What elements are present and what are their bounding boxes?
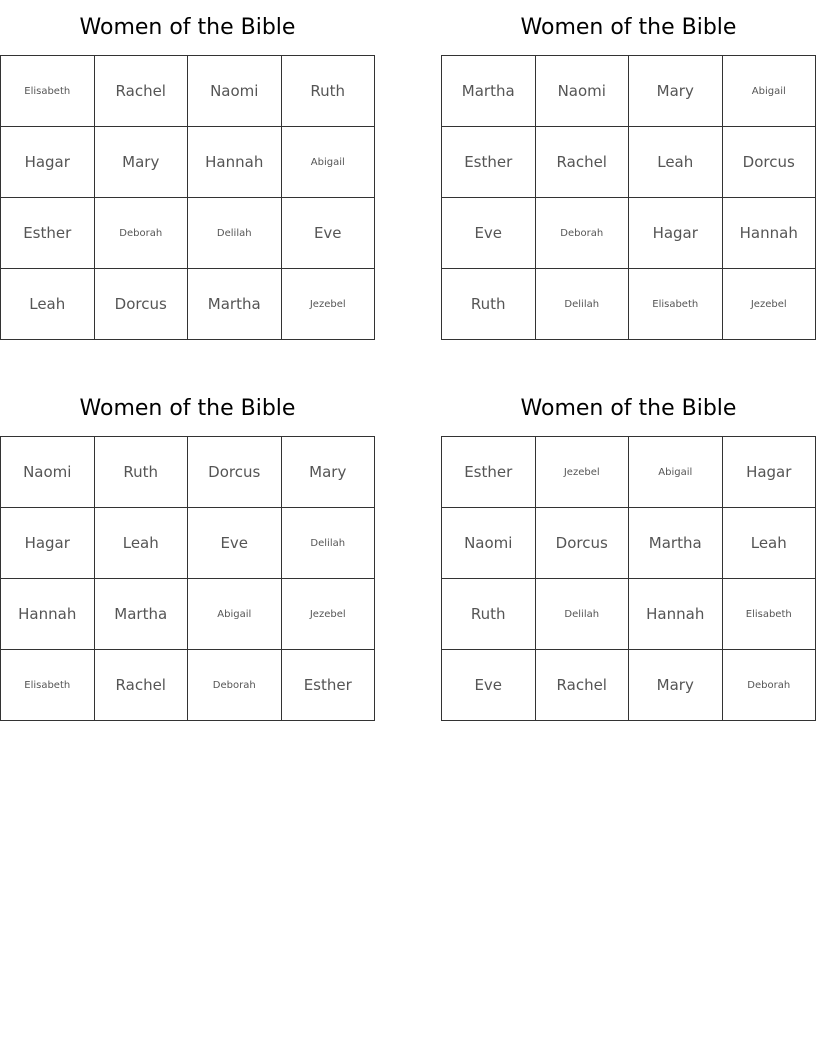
grid-cell: Jezebel	[281, 579, 375, 650]
grid-cell: Naomi	[442, 508, 536, 579]
grid-cell: Hannah	[722, 198, 816, 269]
grid-row	[442, 127, 816, 198]
grid-cell: Leah	[94, 508, 188, 579]
grid-cell: Dorcus	[535, 508, 629, 579]
grid-cell: Mary	[94, 127, 188, 198]
grid-cell: Rachel	[535, 650, 629, 721]
grid-cell: Martha	[188, 269, 282, 340]
grid-row	[442, 269, 816, 340]
bingo-grid	[441, 436, 816, 721]
grid-cell: Esther	[442, 127, 536, 198]
bingo-grid	[0, 436, 375, 721]
grid-cell: Naomi	[535, 56, 629, 127]
grid-cell: Naomi	[188, 56, 282, 127]
grid-cell: Eve	[442, 650, 536, 721]
grid-cell: Ruth	[442, 579, 536, 650]
grid-cell: Rachel	[94, 650, 188, 721]
grid-cell: Leah	[722, 508, 816, 579]
grid-cell: Delilah	[281, 508, 375, 579]
grid-row	[442, 198, 816, 269]
grid-cell: Leah	[1, 269, 95, 340]
grid-cell: Hagar	[1, 508, 95, 579]
grid-cell: Jezebel	[722, 269, 816, 340]
grid-cell: Jezebel	[281, 269, 375, 340]
grid-cell: Esther	[281, 650, 375, 721]
grid-cell: Elisabeth	[1, 650, 95, 721]
grid-cell: Deborah	[94, 198, 188, 269]
bingo-grid	[441, 55, 816, 340]
grid-row	[442, 56, 816, 127]
grid-cell: Dorcus	[188, 437, 282, 508]
grid-row	[1, 508, 375, 579]
grid-cell: Eve	[281, 198, 375, 269]
grid-cell: Delilah	[188, 198, 282, 269]
grid-row	[442, 437, 816, 508]
grid-cell: Martha	[629, 508, 723, 579]
grid-cell: Esther	[1, 198, 95, 269]
grid-row	[1, 269, 375, 340]
grid-cell: Abigail	[722, 56, 816, 127]
grid-cell: Hannah	[188, 127, 282, 198]
grid-cell: Ruth	[94, 437, 188, 508]
grid-cell: Leah	[629, 127, 723, 198]
grid-cell: Ruth	[281, 56, 375, 127]
grid-cell: Deborah	[535, 198, 629, 269]
grid-cell: Ruth	[442, 269, 536, 340]
card-title: Women of the Bible	[79, 396, 296, 421]
grid-cell: Elisabeth	[722, 579, 816, 650]
grid-cell: Dorcus	[94, 269, 188, 340]
grid-cell: Eve	[442, 198, 536, 269]
grid-cell: Mary	[629, 650, 723, 721]
grid-cell: Elisabeth	[629, 269, 723, 340]
grid-row	[1, 198, 375, 269]
grid-cell: Abigail	[188, 579, 282, 650]
grid-cell: Rachel	[94, 56, 188, 127]
grid-row	[1, 127, 375, 198]
grid-cell: Hannah	[629, 579, 723, 650]
grid-cell: Hagar	[629, 198, 723, 269]
grid-row	[1, 650, 375, 721]
grid-cell: Elisabeth	[1, 56, 95, 127]
grid-cell: Abigail	[629, 437, 723, 508]
card-title: Women of the Bible	[520, 15, 737, 40]
grid-cell: Mary	[629, 56, 723, 127]
grid-row	[1, 56, 375, 127]
grid-cell: Deborah	[188, 650, 282, 721]
card-title: Women of the Bible	[79, 15, 296, 40]
grid-row	[1, 437, 375, 508]
grid-cell: Naomi	[1, 437, 95, 508]
grid-cell: Mary	[281, 437, 375, 508]
grid-row	[1, 579, 375, 650]
grid-row	[442, 650, 816, 721]
grid-row	[442, 508, 816, 579]
grid-cell: Hagar	[1, 127, 95, 198]
grid-cell: Rachel	[535, 127, 629, 198]
bingo-grid	[0, 55, 375, 340]
grid-cell: Delilah	[535, 579, 629, 650]
grid-cell: Martha	[442, 56, 536, 127]
grid-cell: Esther	[442, 437, 536, 508]
grid-cell: Abigail	[281, 127, 375, 198]
grid-cell: Delilah	[535, 269, 629, 340]
grid-cell: Deborah	[722, 650, 816, 721]
card-title: Women of the Bible	[520, 396, 737, 421]
grid-cell: Jezebel	[535, 437, 629, 508]
grid-row	[442, 579, 816, 650]
grid-cell: Dorcus	[722, 127, 816, 198]
grid-cell: Martha	[94, 579, 188, 650]
grid-cell: Eve	[188, 508, 282, 579]
grid-cell: Hannah	[1, 579, 95, 650]
grid-cell: Hagar	[722, 437, 816, 508]
